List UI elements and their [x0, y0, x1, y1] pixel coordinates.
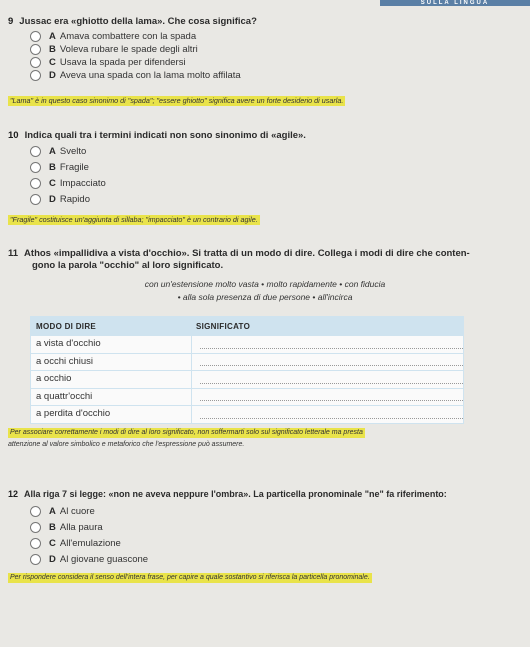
q10-option-d[interactable]: D Rapido: [30, 194, 90, 205]
question-text-line2: gono la parola "occhio" al loro significato.: [32, 260, 224, 271]
q12-hint: Per rispondere considera il senso dell'intera frase, per capire a quale sostantivo si riferisca la particella pronominale.: [10, 574, 370, 581]
radio-circle-icon[interactable]: [30, 554, 41, 565]
table-row: [31, 335, 463, 353]
q12-option-c[interactable]: C All'emulazione: [30, 538, 121, 549]
q9-option-a[interactable]: A Amava combattere con la spada: [30, 31, 196, 42]
question-text: Indica quali tra i termini indicati non sono sinonimo di «agile».: [24, 130, 306, 141]
meaning-answer-line[interactable]: [192, 389, 463, 406]
table-row: [31, 353, 463, 371]
q9-option-c[interactable]: C Usava la spada per difendersi: [30, 57, 186, 68]
word-bank-line1: con un'estensione molto vasta • molto rapidamente • con fiducia: [144, 279, 386, 289]
question-12-title: [8, 488, 447, 500]
expression-cell: a quattr'occhi: [31, 389, 192, 406]
question-text-line1: Athos «impallidiva a vista d'occhio». Si tratta di un modo di dire. Collega i modi di dire che conten-: [24, 248, 470, 259]
question-text: Alla riga 7 si legge: «non ne aveva neppure l'ombra». La particella pronominale "ne" fa riferimento:: [24, 489, 447, 499]
q10-option-a[interactable]: A Svelto: [30, 146, 86, 157]
radio-circle-icon[interactable]: [30, 57, 41, 68]
q9-option-b[interactable]: B Voleva rubare le spade degli altri: [30, 44, 198, 55]
expression-cell: a vista d'occhio: [31, 336, 192, 353]
q11-hint-line2: attenzione al valore simbolico e metaforico che l'espressione può assumere.: [8, 441, 245, 448]
question-10-title: [8, 130, 306, 142]
q12-option-a[interactable]: A Al cuore: [30, 506, 95, 517]
radio-circle-icon[interactable]: [30, 522, 41, 533]
matching-table: [30, 316, 464, 424]
table-row: [31, 405, 463, 423]
q10-hint: "Fragile" costituisce un'aggiunta di sillaba; "impacciato" è un contrario di agile.: [10, 215, 258, 224]
radio-circle-icon[interactable]: [30, 506, 41, 517]
q10-option-b[interactable]: B Fragile: [30, 162, 89, 173]
q12-option-b[interactable]: B Alla paura: [30, 522, 103, 533]
section-band: SULLA LINGUA: [380, 0, 530, 6]
q9-hint: "Lama" è in questo caso sinonimo di "spada"; "essere ghiotto" significa avere un forte desiderio di usarla.: [10, 96, 344, 105]
question-text: Jussac era «ghiotto della lama». Che cosa significa?: [19, 16, 257, 27]
expression-cell: a occhi chiusi: [31, 354, 192, 371]
radio-circle-icon[interactable]: [30, 31, 41, 42]
checkbox-circle-icon[interactable]: [30, 146, 41, 157]
radio-circle-icon[interactable]: [30, 44, 41, 55]
expression-cell: a occhio: [31, 371, 192, 388]
q12-option-d[interactable]: D Al giovane guascone: [30, 554, 148, 565]
question-number: 12: [8, 489, 19, 499]
question-11-title: [8, 248, 523, 272]
table-row: [31, 388, 463, 406]
table-header: [31, 317, 463, 335]
meaning-answer-line[interactable]: [192, 371, 463, 388]
expression-cell: a perdita d'occhio: [31, 406, 192, 423]
q10-option-c[interactable]: C Impacciato: [30, 178, 106, 189]
q11-hint-line1: Per associare correttamente i modi di dire al loro significato, non soffermarti solo sul significato letterale ma presta: [10, 429, 363, 436]
radio-circle-icon[interactable]: [30, 70, 41, 81]
checkbox-circle-icon[interactable]: [30, 162, 41, 173]
table-row: [31, 370, 463, 388]
q9-option-d[interactable]: D Aveva una spada con la lama molto affilata: [30, 70, 241, 81]
checkbox-circle-icon[interactable]: [30, 194, 41, 205]
column-header-meaning: SIGNIFICATO: [196, 321, 251, 331]
checkbox-circle-icon[interactable]: [30, 178, 41, 189]
question-number: 10: [8, 130, 19, 141]
question-number: 11: [8, 248, 19, 259]
question-number: 9: [8, 16, 14, 27]
meaning-answer-line[interactable]: [192, 336, 463, 353]
meaning-answer-line[interactable]: [192, 406, 463, 423]
column-header-expression: MODO DI DIRE: [36, 321, 97, 331]
radio-circle-icon[interactable]: [30, 538, 41, 549]
word-bank-line2: • alla sola presenza di due persone • all'incirca: [177, 292, 353, 302]
meaning-answer-line[interactable]: [192, 354, 463, 371]
question-9-title: [8, 16, 257, 28]
